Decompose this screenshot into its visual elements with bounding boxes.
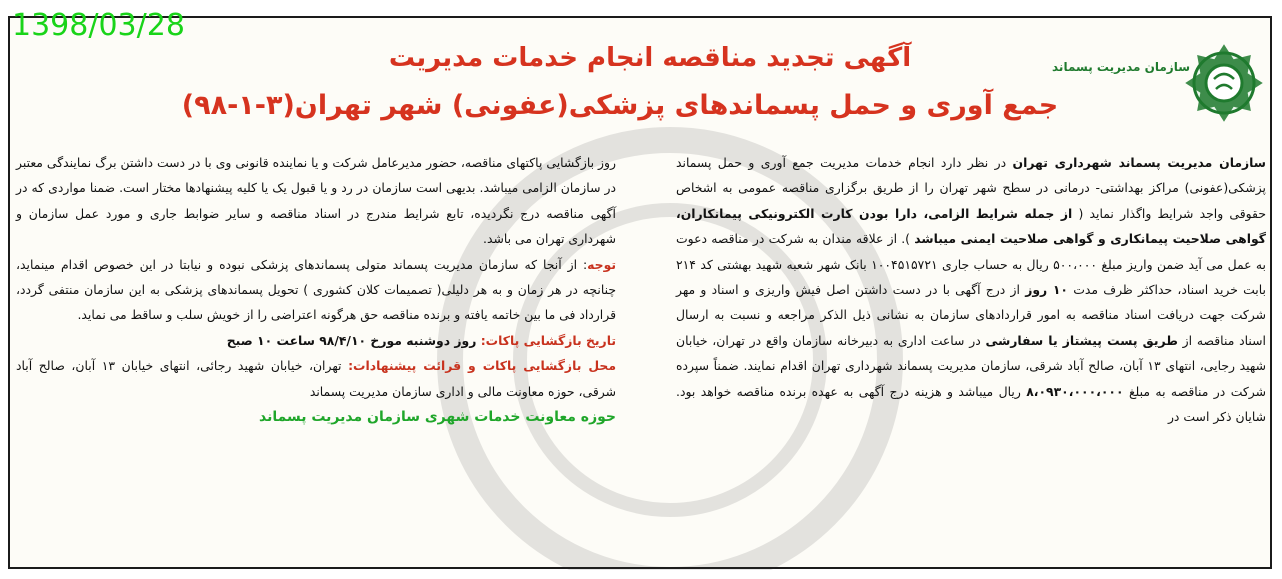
opening-date-label: تاریخ بازگشایی پاکات: — [480, 332, 616, 348]
ad-title-line1: آگهی تجدید مناقصه انجام خدمات مدیریت — [388, 43, 912, 73]
issuing-department: حوزه معاونت خدمات شهری سازمان مدیریت پسماند — [258, 409, 616, 426]
paragraph-address: در ساعت اداری به دبیرخانه سازمان واقع در تهران، خیابان شهید رجایی، انتهای ۱۳ آبان، صالح آباد شرقی، سازمان مدیریت پسماند شهرداری تهران اقدام نمایند. ضمناً سپرده شرکت در مناقصه به مبلغ — [676, 332, 1266, 399]
right-column-text — [676, 150, 1266, 429]
paragraph-intro: در نظر دارد انجام خدمات مدیریت جمع آوری و حمل پسماند پزشکی(عفونی) مراکز بهداشتی- درمانی در سطح شهر تهران را از طریق برگزاری مناقصه عمومی به اشخاص حقوقی واجد شرایط واگذار نماید ( — [676, 155, 1266, 221]
org-name: سازمان مدیریت پسماند شهرداری تهران — [1012, 155, 1266, 170]
opening-location-text: تهران، خیابان شهید رجائی، انتهای خیابان ۱۳ آبان، صالح آباد شرقی، حوزه معاونت مالی و اداری سازمان مدیریت پسماند — [16, 358, 616, 399]
deadline-days: ۱۰ روز — [1025, 282, 1068, 298]
left-column-text — [16, 150, 616, 430]
note-text: : از آنجا که سازمان مدیریت پسماند متولی پسماندهای پزشکی نبوده و نیابتا در این خصوص اقدام مینماید، چنانچه در هر زمان و به هر دلیلی( تصمیمات کلان کشوری ) تحویل پسماندهای پزشکی به این سازمان منتفی گردد، قرارداد فی ما بین خاتمه یافته و برنده مناقصه حق هرگونه اعتراضی را از خویش سلب و ساقط می نماید. — [16, 256, 616, 323]
paragraph-closing: ریال میباشد و هزینه درج آگهی به عهده برنده مناقصه خواهد بود. شایان ذکر است در — [676, 383, 1266, 425]
paragraph-opening-day: روز بازگشایی پاکتهای مناقصه، حضور مدیرعامل شرکت و یا نماینده قانونی وی با در دست داشتن برگ نمایندگی معتبر در سازمان الزامی میباشد. بدیهی است سازمان در رد و یا قبول یک یا کلیه پیشنهادها مختار است. ضمنا مواردی که در آگهی مناقصه درج نگردیده، تابع شرایط مندرج در اسناد مناقصه و سایر ضوابط جاری و مورد عمل سازمان و شهرداری تهران می باشد. — [16, 155, 616, 247]
org-logo-label: سازمان مدیریت پسماند — [1052, 60, 1190, 74]
paragraph-documents: از درج آگهی با در دست داشتن اصل فیش واریزی و اسناد و مهر شرکت جهت دریافت اسناد مناقصه به امور قراردادهای سازمان به نشانی ذیل الذکر مراجعه و نسبت به ارسال اسناد مناقصه از — [676, 282, 1266, 348]
note-label: توجه — [587, 256, 616, 272]
date-stamp: 1398/03/28 — [12, 8, 185, 43]
delivery-method: طریق پست پیشتاز یا سفارشی — [985, 332, 1178, 348]
tehran-municipality-logo-icon — [1139, 38, 1264, 128]
opening-location-label: محل بازگشایی پاکات و قرائت پیشنهادات: — [348, 358, 616, 374]
org-logo — [1139, 38, 1264, 128]
deposit-amount: ۸،۰۹۳۰،۰۰۰،۰۰۰ — [1026, 383, 1124, 399]
opening-date-text: روز دوشنبه مورخ ۹۸/۴/۱۰ ساعت ۱۰ صبح — [226, 332, 481, 348]
ad-title-line2: جمع آوری و حمل پسماندهای پزشکی(عفونی) شهر تهران(۳-۱-۹۸) — [181, 90, 1059, 121]
required-conditions: از جمله شرایط الزامی، دارا بودن کارت الکترونیکی پیمانکاران، گواهی صلاحیت پیمانکاری و گواهی صلاحیت ایمنی میباشد — [676, 205, 1266, 247]
paragraph-payment: ). از علاقه مندان به شرکت در مناقصه دعوت به عمل می آید ضمن واریز مبلغ ۵۰۰،۰۰۰ ریال به حساب جاری ۱۰۰۴۵۱۵۷۲۱ بانک شهر شعبه شهید بهشتی کد ۲۱۴ بابت خرید اسناد، حداکثر ظرف مدت — [676, 231, 1266, 298]
